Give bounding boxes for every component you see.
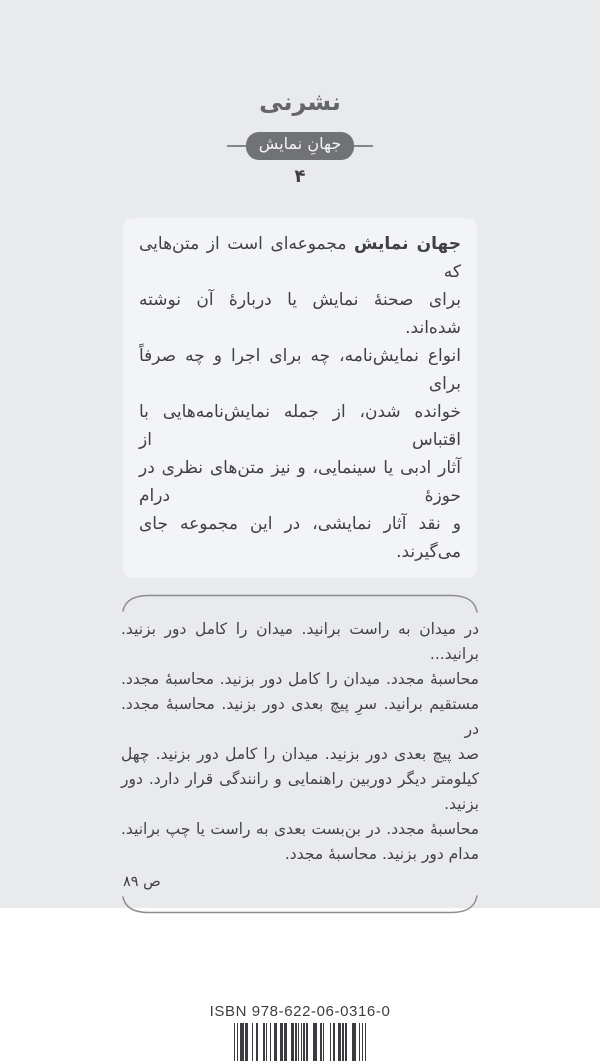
intro-line: انواع نمایش‌نامه، چه برای اجرا و چه صرفاً برای xyxy=(139,346,461,394)
excerpt-line: مستقیم برانید. سرِ پیچ بعدی دور بزنید. محاسبهٔ مجدد. در xyxy=(121,695,479,738)
excerpt-line: محاسبهٔ مجدد. در بن‌بست بعدی به راست یا چپ برانید. xyxy=(121,820,479,838)
series-badge-row xyxy=(227,132,373,160)
excerpt-line: در میدان به راست برانید. میدان را کامل دور بزنید. برانید... xyxy=(121,620,479,663)
intro-line: و نقد آثار نمایشی، در این مجموعه جای می‌گیرند. xyxy=(139,514,461,562)
series-divider-left xyxy=(227,145,246,147)
quote-frame-bottom-curve xyxy=(119,895,481,917)
book-excerpt xyxy=(119,591,481,917)
series-description-card xyxy=(123,218,477,578)
excerpt-line: صد پیچ بعدی دور بزنید. میدان را کامل دور بزنید. چهل xyxy=(121,745,479,763)
intro-line: آثار ادبی یا سینمایی، و نیز متن‌های نظری در حوزهٔ درام xyxy=(139,458,461,506)
excerpt-line: مدام دور بزنید. محاسبهٔ مجدد. xyxy=(284,845,479,863)
series-divider-right xyxy=(354,145,373,147)
isbn-block xyxy=(210,1003,391,1061)
isbn-label: ISBN 978-622-06-0316-0 xyxy=(209,1003,391,1020)
intro-line: خوانده شدن، از جمله نمایش‌نامه‌هایی با اقتباس از xyxy=(139,402,461,450)
series-number: ۴ xyxy=(294,166,306,187)
page-reference: ص ۸۹ xyxy=(123,874,161,890)
intro-line-text: مجموعه‌ای است از متن‌هایی که xyxy=(139,234,461,282)
excerpt-line: کیلومتر دیگر دوربین راهنمایی و رانندگی قرار دارد. دور بزنید. xyxy=(121,770,479,813)
intro-line xyxy=(139,230,461,286)
excerpt-line: محاسبهٔ مجدد. میدان را کامل دور بزنید. محاسبهٔ مجدد. xyxy=(121,670,479,688)
ean13-barcode xyxy=(234,1023,366,1061)
quote-frame-top-curve xyxy=(119,591,481,613)
excerpt-text xyxy=(119,617,481,867)
series-badge: جهانِ نمایش xyxy=(246,132,354,160)
intro-line: برای صحنهٔ نمایش یا دربارهٔ آن نوشته شده‌اند. xyxy=(139,290,461,338)
publisher-name: نشرنی xyxy=(259,88,341,116)
intro-lead-title: جهان نمایش xyxy=(353,234,461,254)
